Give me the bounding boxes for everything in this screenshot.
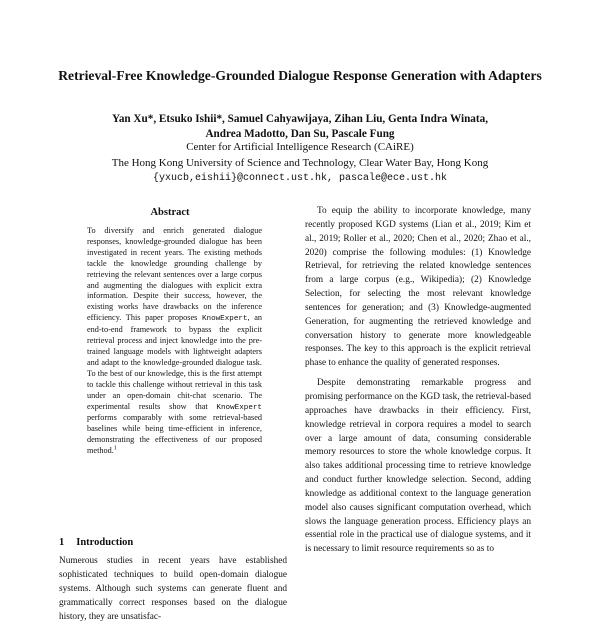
abstract-text-part-1: To diversify and enrich generated dialogue responses, knowledge-grounded dialogue has been investigated in recent years. The existing methods tackle the knowledge grounding challenge by retrieving the relevant sentences over a large corpus and augmenting the dialogues with explicit extra information. Despite their success, however, the existing works have drawbacks on the inference efficiency. This paper proposes bbox=[87, 226, 262, 323]
introduction-text: Numerous studies in recent years have established sophisticated techniques to build open-domain dialogue systems. Although such systems can generate fluent and grammatically correct responses based on the dialogue history, they are unsatisfac- bbox=[59, 556, 287, 622]
authors-line-1: Yan Xu*, Etsuko Ishii*, Samuel Cahyawijaya, Zihan Liu, Genta Indra Winata, bbox=[111, 113, 489, 125]
abstract-text-part-2: , an end-to-end framework to bypass the explicit retrieval process and inject knowledge into the pre-trained language models with lightweight adapters and adapt to the knowledge-grounded dialogue task. To the best of our knowledge, this is the first attempt to tackle this challenge without retrieval in this task under an open-domain chit-chat scenario. The experimental results show that bbox=[87, 313, 262, 411]
abstract-text-part-3: performs comparably with some retrieval-based baselines while being time-efficient in inference, demonstrating the effectiveness of our proposed method. bbox=[87, 413, 262, 456]
authors-line-2: Andrea Madotto, Dan Su, Pascale Fung bbox=[205, 128, 395, 140]
paper-title: Retrieval-Free Knowledge-Grounded Dialogue Response Generation with Adapters bbox=[58, 68, 542, 83]
paragraph-drawbacks: Despite demonstrating remarkable progress and promising performance on the KGD task, the retrieval-based approaches have drawbacks in their efficiency. First, knowledge retrieval in corpora requires a model to search over a large amount of data, consuming considerable memory resources to store the whole knowledge corpus. It also takes additional processing time to retrieve knowledge and conduct further knowledge selection. Second, adding knowledge as additional context to the language generation model also causes significant computation overhead, which slows the language generation process. Efficiency plays an essential role in the practical use of dialogue systems, and it is necessary to limit resource requirements so as to bbox=[305, 378, 531, 555]
section-title: Introduction bbox=[76, 537, 134, 548]
footnote-marker: 1 bbox=[113, 445, 117, 452]
abstract-heading: Abstract bbox=[150, 207, 190, 218]
affiliation-line-1: Center for Artificial Intelligence Research (CAiRE) bbox=[186, 141, 414, 153]
affiliation-block bbox=[40, 140, 560, 187]
author-list bbox=[40, 112, 560, 142]
paragraph-kgd-systems: To equip the ability to incorporate knowledge, many recently proposed KGD systems (Lian et al., 2019; Kim et al., 2019; Roller et al., 2020; Chen et al., 2020; Zhao et al., 2020) comprise the following modules: (1) Knowledge Retrieval, for retrieving the related knowledge sentences from a large corpus (e.g., Wikipedia); (2) Knowledge Selection, for selecting the most relevant knowledge sentences for generation; and (3) Knowledge-augmented Generation, for augmenting the retrieved knowledge and conversation history to generate more knowledgeable responses. The key to this approach is the explicit retrieval phase to enhance the quality of generated responses. bbox=[305, 206, 531, 369]
affiliation-line-2: The Hong Kong University of Science and Technology, Clear Water Bay, Hong Kong bbox=[111, 156, 489, 169]
author-emails: {yxucb,eishii}@connect.ust.hk, pascale@ece.ust.hk bbox=[152, 173, 448, 184]
section-heading-introduction bbox=[59, 537, 133, 548]
section-number: 1 bbox=[59, 537, 65, 548]
method-name-code: KnowExpert bbox=[216, 403, 262, 412]
abstract-text bbox=[87, 226, 262, 457]
method-name-code: KnowExpert bbox=[201, 315, 248, 324]
right-column bbox=[305, 205, 531, 563]
